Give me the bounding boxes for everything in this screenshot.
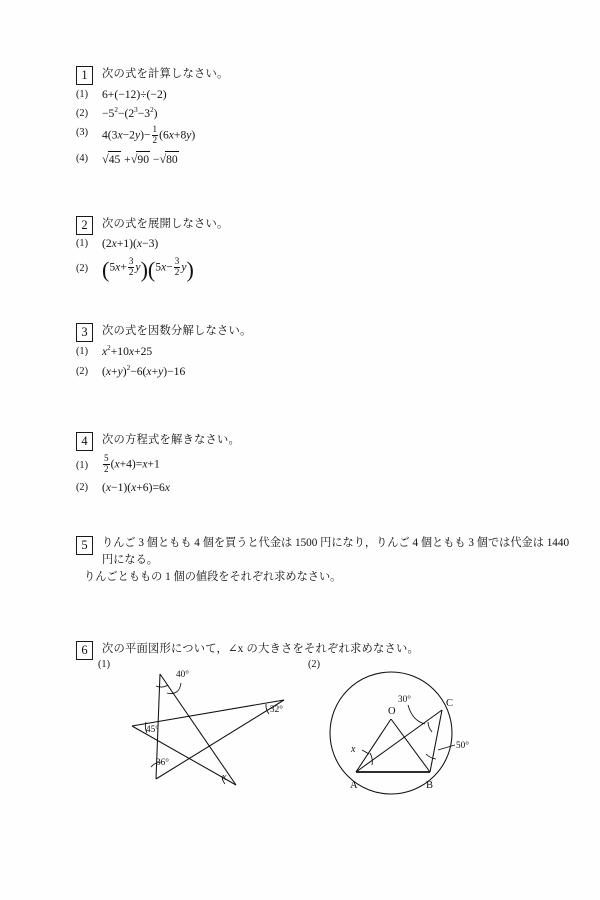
problem-2-number: 2 bbox=[76, 216, 93, 235]
item-label: (4) bbox=[76, 153, 89, 164]
problem-3-prompt: 次の式を因数分解しなさい。 bbox=[102, 325, 252, 337]
circle-chords bbox=[356, 710, 442, 772]
item-label: (2) bbox=[76, 366, 89, 377]
item-expression: 6+(−12)÷(−2) bbox=[102, 88, 167, 101]
problem-6-sub-label-1: (1) bbox=[98, 659, 111, 670]
arc-50-at-B bbox=[426, 754, 436, 759]
angle-label-40: 40° bbox=[176, 669, 189, 679]
leader-40 bbox=[167, 683, 181, 694]
circle-angle-arcs bbox=[370, 722, 436, 765]
item-label: (1) bbox=[76, 89, 89, 100]
problem-3-number: 3 bbox=[76, 323, 93, 342]
point-label-C: C bbox=[446, 698, 454, 709]
problem-5-line-2: りんごとももの 1 個の値段をそれぞれ求めなさい。 bbox=[84, 571, 342, 583]
angle-label-30: 30° bbox=[398, 694, 411, 704]
arc-40 bbox=[156, 685, 168, 687]
item-label: (1) bbox=[76, 460, 89, 471]
item-label: (1) bbox=[76, 346, 89, 357]
angle-label-32: 32° bbox=[270, 704, 283, 714]
point-label-A: A bbox=[350, 780, 358, 791]
segment-AO bbox=[356, 719, 391, 772]
problem-1-prompt: 次の式を計算しなさい。 bbox=[102, 68, 229, 80]
item-expression: (x−1)(x+6)=6x bbox=[102, 481, 170, 494]
segment-AC bbox=[356, 710, 442, 772]
item-label: (2) bbox=[76, 482, 89, 493]
angle-label-50: 50° bbox=[456, 740, 469, 750]
item-expression: $(x+y)^2-6(x+y)-16$ bbox=[102, 364, 186, 378]
angle-label-36: 36° bbox=[156, 757, 169, 767]
problem-6-number: 6 bbox=[76, 641, 93, 660]
leader-30 bbox=[408, 705, 425, 724]
segment-BC bbox=[430, 710, 442, 772]
star-line-4 bbox=[156, 700, 284, 779]
problem-4-number: 4 bbox=[76, 432, 93, 451]
star-line-2 bbox=[132, 726, 236, 785]
item-label: (2) bbox=[76, 108, 89, 119]
item-expression: (2x+1)(x−3) bbox=[102, 237, 159, 250]
item-expression: $\frac{5}{2}$ (x+4)=x+1 bbox=[104, 453, 160, 475]
angle-label-45: 45° bbox=[146, 724, 159, 734]
problem-1-number: 1 bbox=[76, 66, 93, 85]
item-expression: (5x+ $\frac{3}{2}$ y)(5x− $\frac{3}{2}$ y) bbox=[102, 256, 194, 283]
point-label-O: O bbox=[388, 706, 396, 717]
item-expression: √45 +√90 −√80 bbox=[102, 152, 178, 166]
figure-circle bbox=[322, 664, 497, 799]
item-expression: $x^2+10x+25$ bbox=[102, 344, 153, 358]
item-label: (2) bbox=[76, 263, 89, 274]
problem-5-text bbox=[84, 535, 572, 586]
angle-label-x-star: x bbox=[222, 772, 227, 783]
star-line-3 bbox=[132, 700, 284, 726]
problem-6-prompt: 次の平面図形について，∠x の大きさをそれぞれ求めなさい。 bbox=[102, 643, 420, 655]
leader-50 bbox=[438, 745, 455, 750]
problem-6-sub-label-2: (2) bbox=[308, 659, 321, 670]
problem-5-line-1: りんご 3 個ともも 4 個を買うと代金は 1500 円になり，りんご 4 個ともも 3 個では代金は 1440 円になる。 bbox=[102, 537, 570, 566]
item-label: (3) bbox=[76, 127, 89, 138]
item-label: (1) bbox=[76, 238, 89, 249]
problem-4-prompt: 次の方程式を解きなさい。 bbox=[102, 434, 240, 446]
segment-OB bbox=[391, 719, 430, 772]
problem-2-prompt: 次の式を展開しなさい。 bbox=[102, 218, 229, 230]
item-expression: $-5^2-(2^3-3^2)$ bbox=[102, 106, 158, 120]
arc-30-at-C bbox=[428, 722, 432, 732]
circle-outline bbox=[330, 672, 452, 794]
leader-x bbox=[362, 750, 369, 754]
point-label-B: B bbox=[426, 780, 434, 791]
problem-5-number: 5 bbox=[76, 536, 93, 555]
arc-x-at-A bbox=[370, 753, 372, 765]
item-expression: 4(3x−2y)− $\frac{1}{2}$ (6x+8y) bbox=[102, 124, 196, 146]
figure-pentagram bbox=[118, 662, 293, 797]
star-line-1 bbox=[160, 674, 236, 785]
angle-label-x-circle: x bbox=[351, 744, 356, 755]
